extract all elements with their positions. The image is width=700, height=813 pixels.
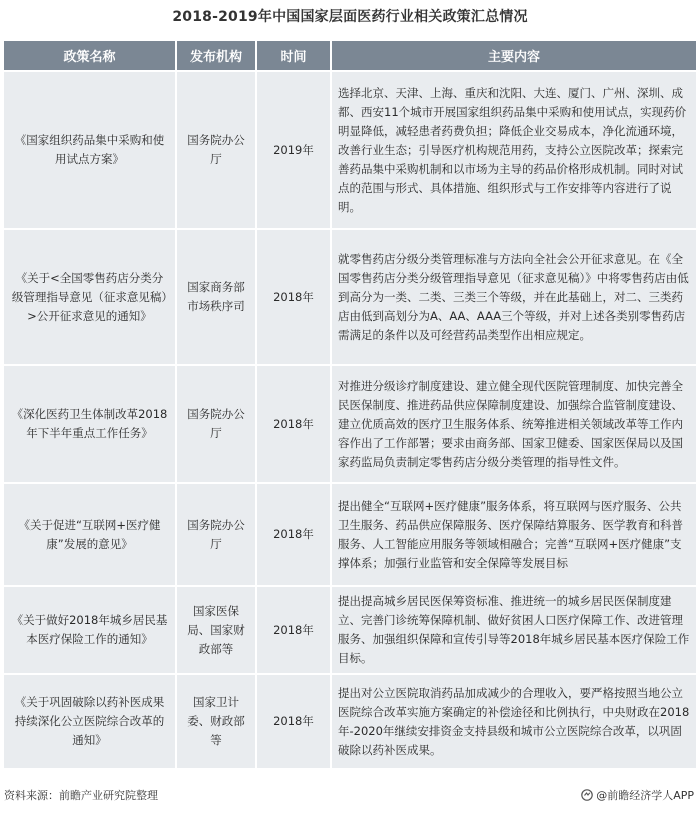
brand-text: @前瞻经济学人APP [596,789,694,802]
table-row [4,673,696,768]
policy-name-cell: 《关于促进“互联网+医疗健康”发展的意见》 [4,482,177,585]
content-cell: 提出提高城乡居民医保筹资标准、推进统一的城乡居民医保制度建立、完善门诊统筹保障机制、做好贫困人口医疗保障工作、改进管理服务、加强组织保障和宣传引导等2018年城乡居民基本医疗保险工作目标。 [332,585,696,673]
issuer-cell: 国家卫计委、财政部等 [177,673,257,768]
brand-logo-icon [581,789,593,801]
table-header-row [4,41,696,70]
issuer-cell: 国务院办公厅 [177,482,257,585]
policy-name-cell: 《关于<全国零售药店分类分级管理指导意见（征求意见稿）>公开征求意见的通知》 [4,228,177,364]
time-cell: 2018年 [257,364,332,482]
time-cell: 2018年 [257,228,332,364]
issuer-cell: 国务院办公厅 [177,70,257,228]
table-row [4,364,696,482]
policy-name-cell: 《关于巩固破除以药补医成果持续深化公立医院综合改革的通知》 [4,673,177,768]
brand-credit [581,787,694,803]
content-cell: 提出对公立医院取消药品加成减少的合理收入，要严格按照当地公立医院综合改革实施方案确定的补偿途径和比例执行，中央财政在2018年-2020年继续安排资金支持县级和城市公立医院综合改革，以巩固破除以药补医成果。 [332,673,696,768]
header-issuer: 发布机构 [177,41,257,70]
content-cell: 就零售药店分级分类管理标准与方法向全社会公开征求意见。在《全国零售药店分类分级管理指导意见（征求意见稿）》中将零售药店由低到高分为一类、二类、三类三个等级，并在此基础上，对二、三类药店由低到高划分为A、AA、AAA三个等级，并对上述各类别零售药店需满足的条件以及可经营药品类型作出相应规定。 [332,228,696,364]
content-cell: 对推进分级诊疗制度建设、建立健全现代医院管理制度、加快完善全民医保制度、推进药品供应保障制度建设、加强综合监管制度建设、建立优质高效的医疗卫生服务体系、统筹推进相关领域改革等工作内容作出了工作部署；要求由商务部、国家卫健委、国家医保局以及国家药监局负责制定零售药店分级分类管理的指导性文件。 [332,364,696,482]
policy-name-cell: 《深化医药卫生体制改革2018年下半年重点工作任务》 [4,364,177,482]
header-time: 时间 [257,41,332,70]
policy-table [4,41,696,768]
issuer-cell: 国家医保局、国家财政部等 [177,585,257,673]
time-cell: 2018年 [257,673,332,768]
header-policy-name: 政策名称 [4,41,177,70]
table-row [4,482,696,585]
time-cell: 2019年 [257,70,332,228]
header-main-content: 主要内容 [332,41,696,70]
table-title: 2018-2019年中国国家层面医药行业相关政策汇总情况 [172,9,528,25]
content-cell: 提出健全“互联网+医疗健康”服务体系，将互联网与医疗服务、公共卫生服务、药品供应保障服务、医疗保障结算服务、医学教育和科普服务、人工智能应用服务等领域相融合；完善“互联网+医疗健康”支撑体系；加强行业监管和安全保障等发展目标 [332,482,696,585]
content-cell: 选择北京、天津、上海、重庆和沈阳、大连、厦门、广州、深圳、成都、西安11个城市开展国家组织药品集中采购和使用试点，实现药价明显降低，减轻患者药费负担；降低企业交易成本，净化流通环境，改善行业生态；引导医疗机构规范用药，支持公立医院改革；探索完善药品集中采购机制和以市场为主导的药品价格形成机制。同时对试点的范围与形式、具体措施、组织形式与工作安排等内容进行了说明。 [332,70,696,228]
issuer-cell: 国家商务部市场秩序司 [177,228,257,364]
policy-name-cell: 《关于做好2018年城乡居民基本医疗保险工作的通知》 [4,585,177,673]
table-row [4,70,696,228]
time-cell: 2018年 [257,482,332,585]
table-row [4,228,696,364]
table-row [4,585,696,673]
footer [0,787,700,807]
issuer-cell: 国务院办公厅 [177,364,257,482]
time-cell: 2018年 [257,585,332,673]
policy-name-cell: 《国家组织药品集中采购和使用试点方案》 [4,70,177,228]
policy-table-container [4,41,696,768]
source-note: 资料来源：前瞻产业研究院整理 [4,789,158,802]
